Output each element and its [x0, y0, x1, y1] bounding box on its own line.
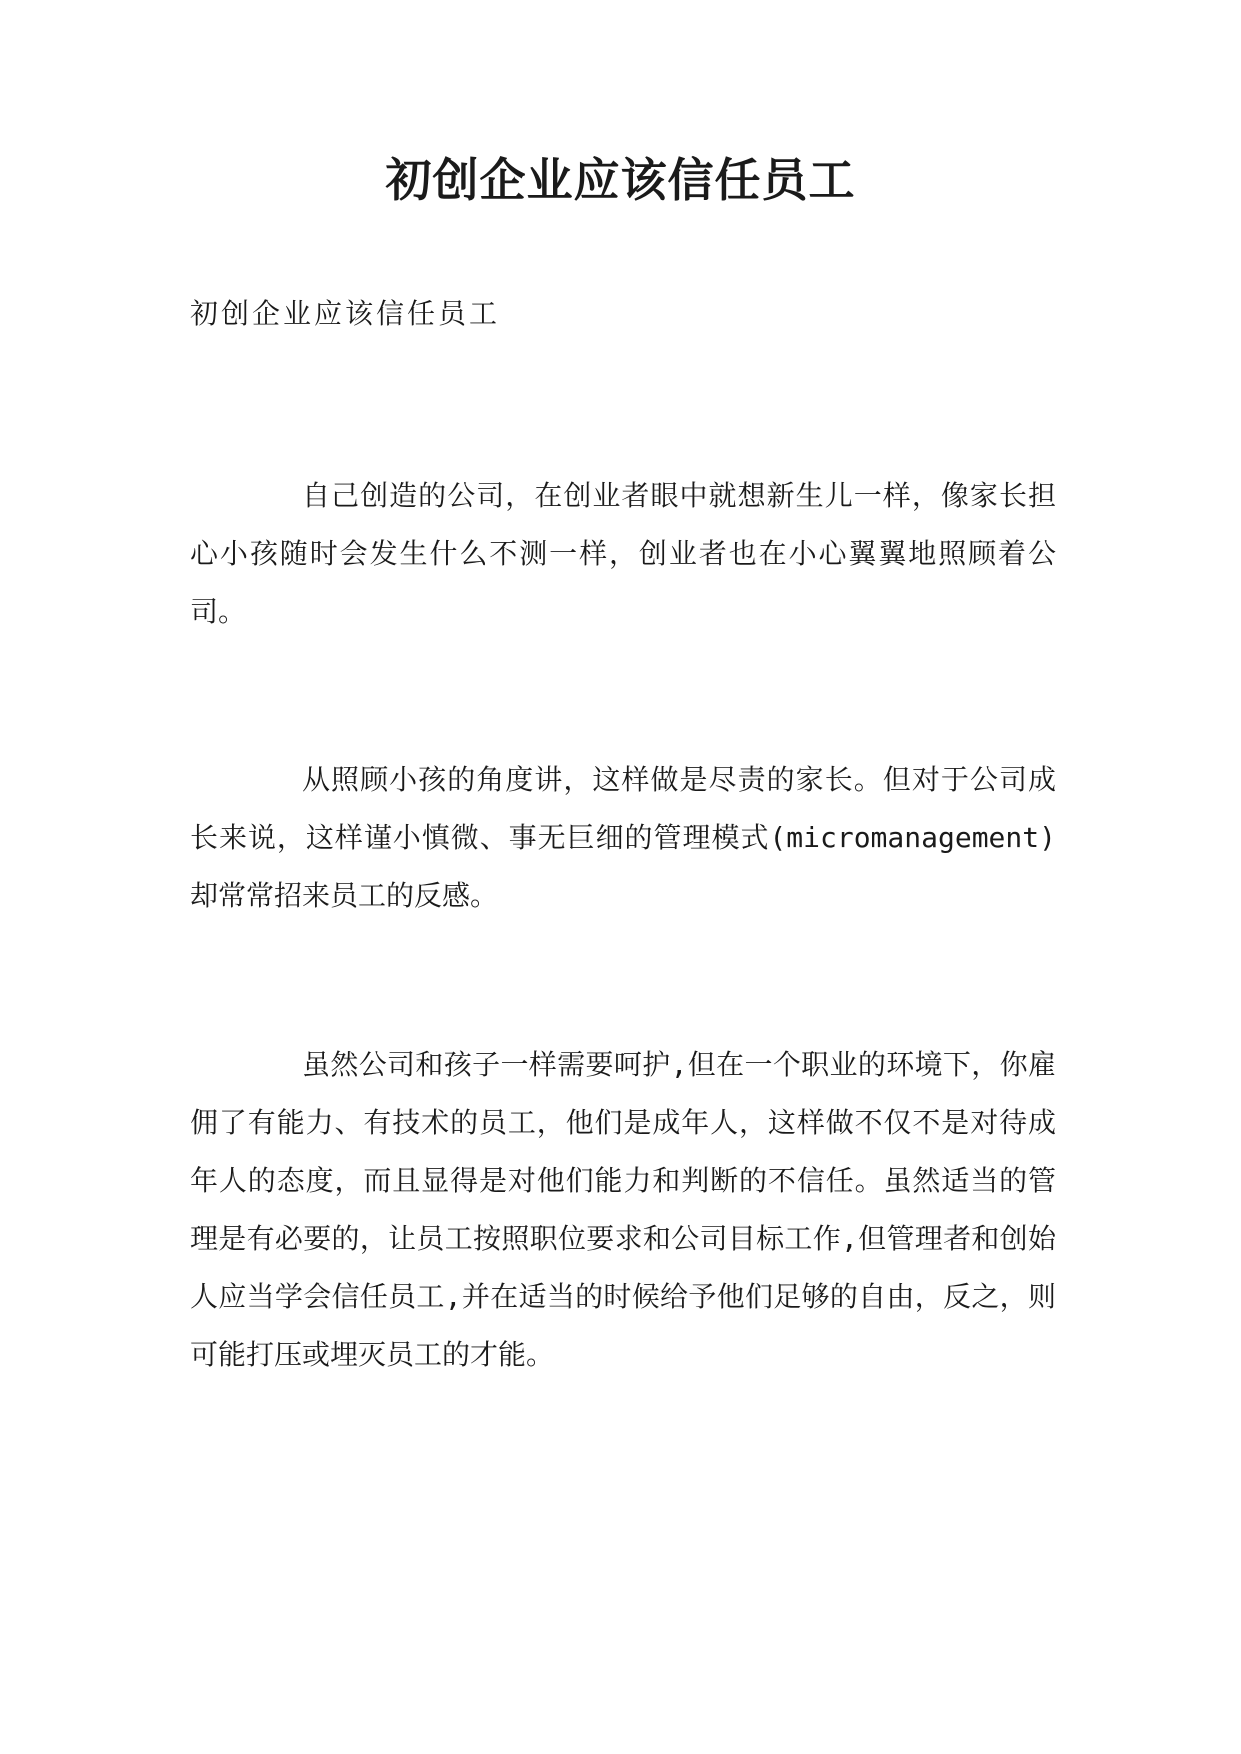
- document-subtitle: 初创企业应该信任员工: [190, 297, 501, 330]
- document-title: 初创企业应该信任员工: [385, 153, 856, 207]
- paragraph-1: 自己创造的公司，在创业者眼中就想新生儿一样，像家长担心小孩随时会发生什么不测一样，创业者也在小心翼翼地照顾着公司。: [190, 479, 1056, 628]
- paragraph-2: 从照顾小孩的角度讲，这样做是尽责的家长。但对于公司成长来说，这样谨小慎微、事无巨细的管理模式(micromanagement)却常常招来员工的反感。: [190, 763, 1056, 912]
- paragraph-3: 虽然公司和孩子一样需要呵护,但在一个职业的环境下，你雇佣了有能力、有技术的员工，他们是成年人，这样做不仅不是对待成年人的态度，而且显得是对他们能力和判断的不信任。虽然适当的管理是有必要的，让员工按照职位要求和公司目标工作,但管理者和创始人应当学会信任员工,并在适当的时候给予他们足够的自由，反之，则可能打压或埋灭员工的才能。: [190, 1048, 1056, 1371]
